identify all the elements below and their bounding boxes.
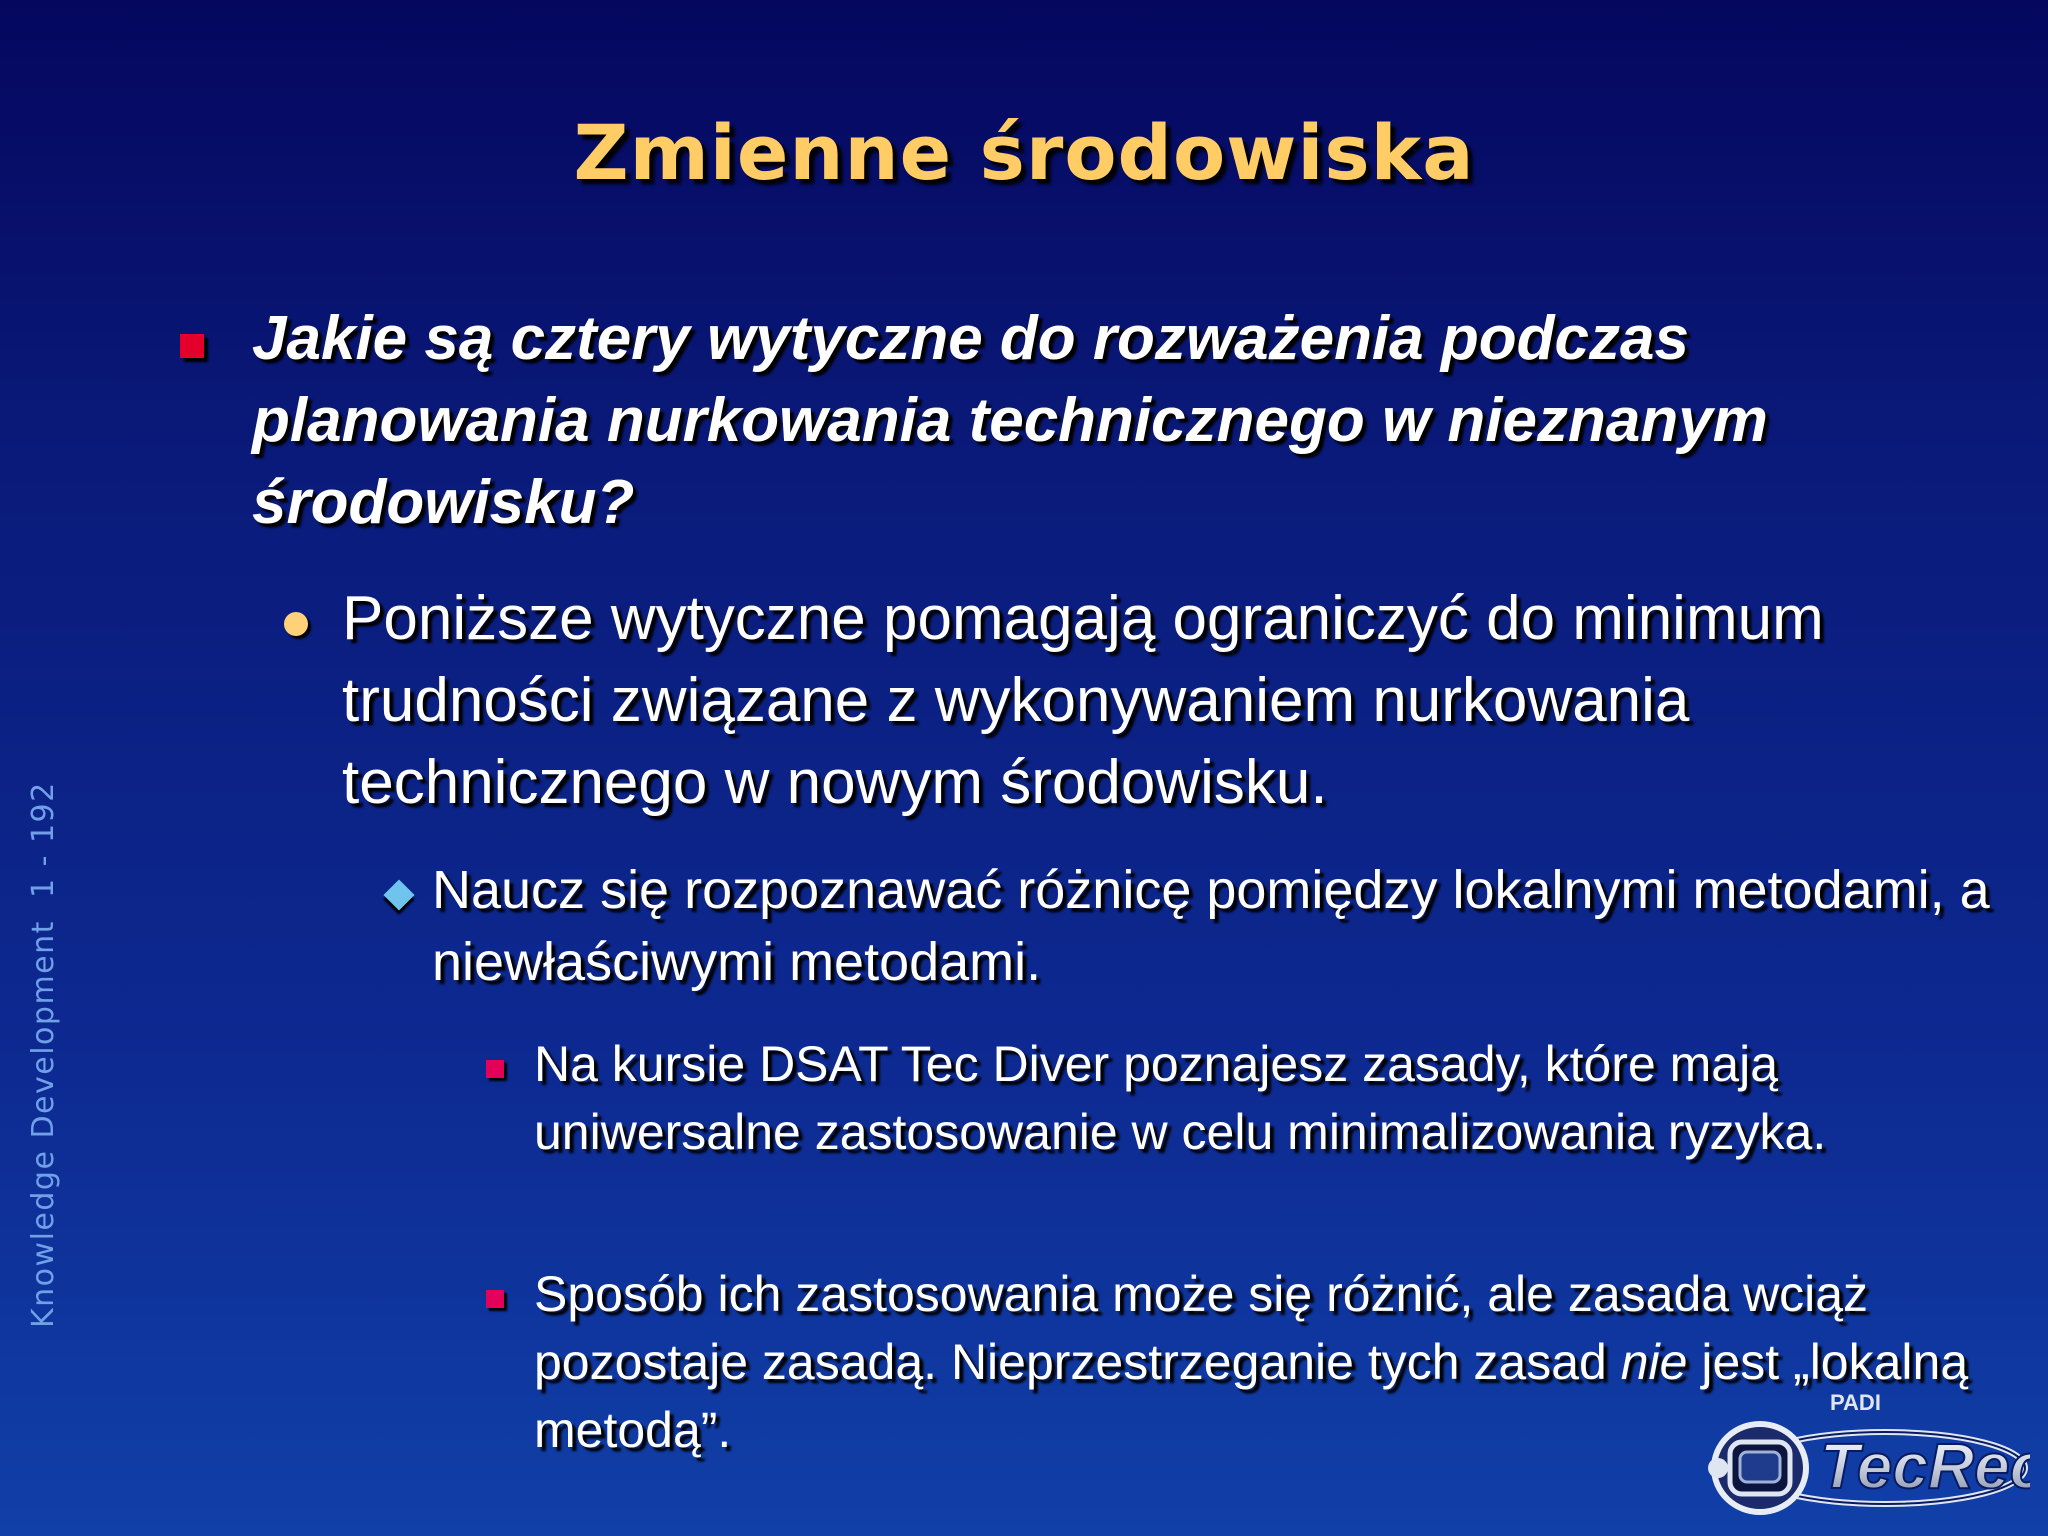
point-2-text-end: jest „lokalną metodą”.	[534, 1334, 1969, 1458]
logo-name-text: TecRec	[1820, 1430, 2030, 1502]
round-bullet-icon	[284, 612, 308, 636]
point-2-emphasis: nie	[1620, 1334, 1688, 1390]
diamond-bullet-icon	[383, 879, 414, 910]
padi-tecrec-logo-graphic	[1700, 1388, 2030, 1518]
logo-brand-text: PADI	[1830, 1390, 1881, 1415]
question-text: Jakie są cztery wytyczne do rozważenia podczas planowania nurkowania technicznego w nieznanym środowisku?	[252, 304, 1768, 537]
guideline-text: Naucz się rozpoznawać różnicę pomiędzy lokalnymi metodami, a niewłaściwymi metodami.	[432, 860, 1990, 992]
padi-tecrec-logo	[1700, 1388, 2030, 1518]
point-2-text-start: Sposób ich zastosowania może się różnić, ale zasada wciąż pozostaje zasadą. Nieprzestrzeganie tych zasad	[534, 1266, 1869, 1390]
slide-title: Zmienne środowiska	[573, 108, 1475, 197]
point-1-text: Na kursie DSAT Tec Diver poznajesz zasady, które mają uniwersalne zastosowanie w celu minimalizowania ryzyka.	[534, 1036, 1827, 1160]
square-bullet-icon	[486, 1060, 504, 1078]
answer-text: Poniższe wytyczne pomagają ograniczyć do minimum trudności związane z wykonywaniem nurkowania technicznego w nowym środowisku.	[342, 584, 1824, 817]
square-bullet-icon	[180, 334, 204, 358]
side-label: Knowledge Development 1 - 192	[26, 781, 61, 1328]
square-bullet-icon	[486, 1290, 504, 1308]
